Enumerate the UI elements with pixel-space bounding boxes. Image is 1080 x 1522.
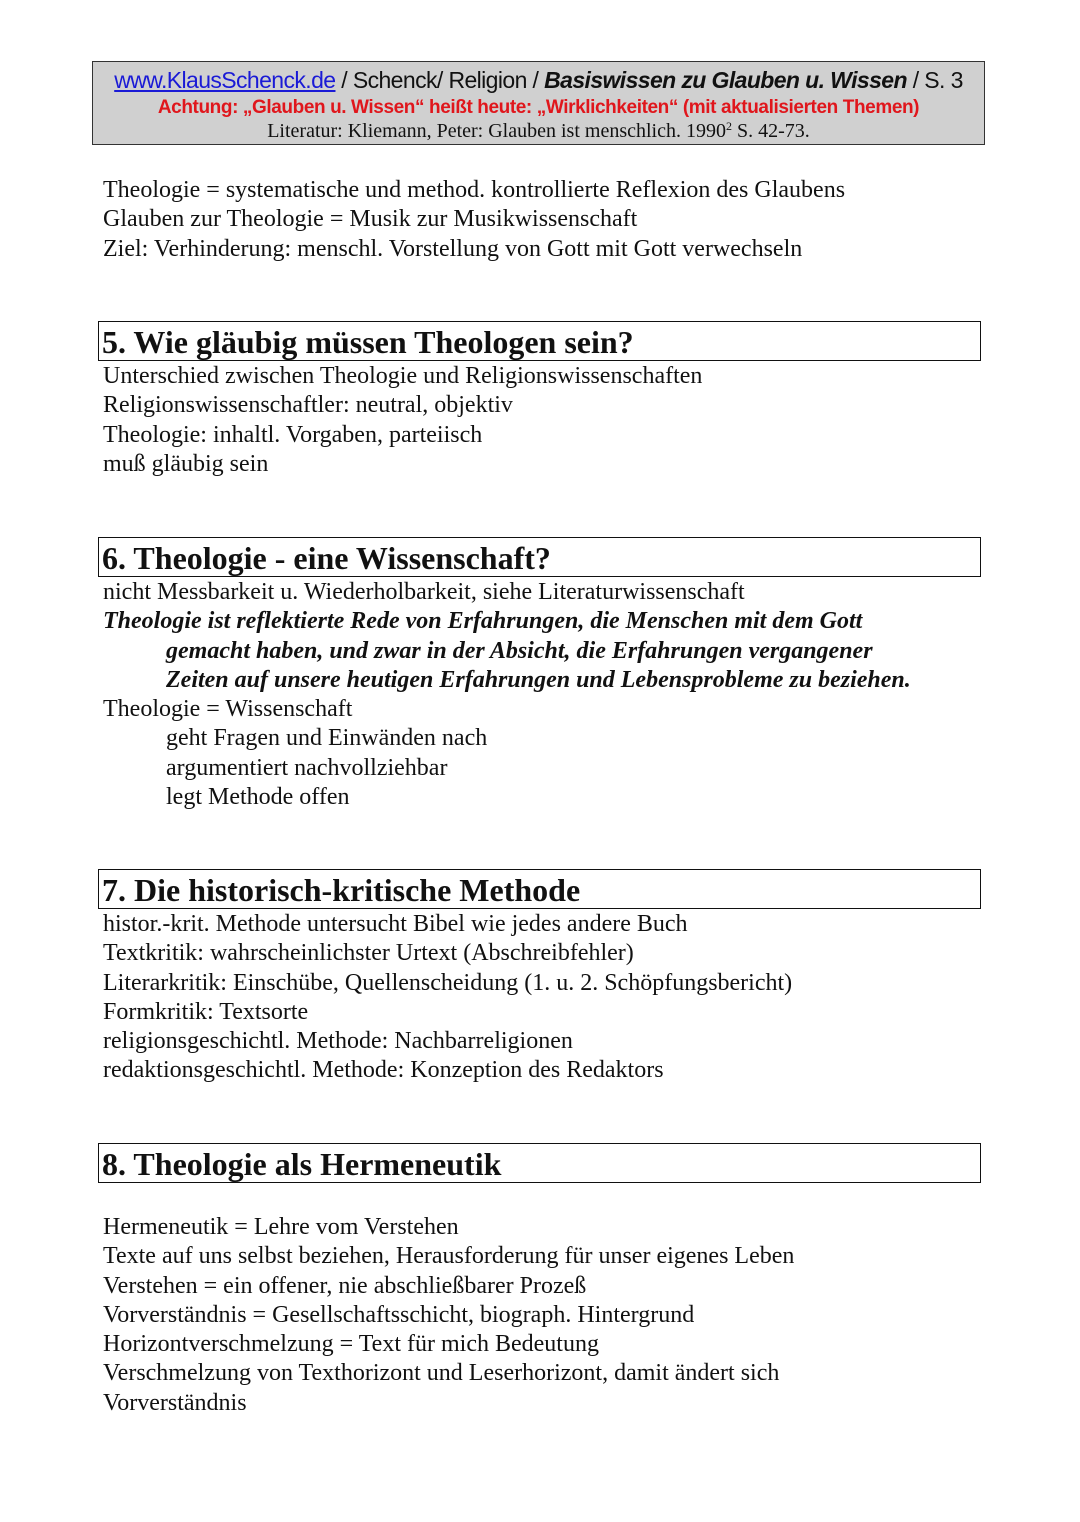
page-label: / S. 3 — [906, 67, 963, 93]
section-line: Vorverständnis — [103, 1389, 247, 1416]
literature-pages: S. 42-73. — [731, 120, 810, 142]
section-line: Texte auf uns selbst beziehen, Herausforderung für unser eigenes Leben — [103, 1243, 795, 1270]
section-line: Literarkritik: Einschübe, Quellenscheidung (1. u. 2. Schöpfungsbericht) — [103, 969, 793, 996]
section-title: 5. Wie gläubig müssen Theologen sein? — [102, 324, 634, 360]
section-line: Theologie: inhaltl. Vorgaben, parteiisch — [103, 421, 483, 448]
section-title: 6. Theologie - eine Wissenschaft? — [102, 540, 551, 576]
section-line: Religionswissenschaftler: neutral, objektiv — [103, 392, 513, 419]
section-line: Formkritik: Textsorte — [103, 998, 309, 1025]
section-line: Hermeneutik = Lehre vom Verstehen — [103, 1214, 459, 1240]
site-link[interactable]: www.KlausSchenck.de — [114, 67, 336, 93]
section-line: nicht Messbarkeit u. Wiederholbarkeit, siehe Literaturwissenschaft — [103, 579, 745, 605]
section-heading-box — [98, 537, 981, 577]
header-title-line — [93, 67, 984, 94]
section-line: Horizontverschmelzung = Text für mich Bedeutung — [103, 1331, 599, 1358]
section-heading-box — [98, 1143, 981, 1183]
literature-edition: 2 — [725, 119, 732, 133]
section-line: religionsgeschichtl. Methode: Nachbarreligionen — [103, 1028, 573, 1055]
section-line: histor.-krit. Methode untersucht Bibel wie jedes andere Buch — [103, 911, 688, 937]
section-line: redaktionsgeschichtl. Methode: Konzeption des Redaktors — [103, 1057, 664, 1084]
section-line: Verschmelzung von Texthorizont und Leserhorizont, damit ändert sich — [103, 1360, 780, 1387]
intro-block — [103, 176, 845, 264]
header-notice: Achtung: „Glauben u. Wissen“ heißt heute: „Wirklichkeiten“ (mit aktualisierten Themen) — [157, 97, 920, 118]
page-header — [92, 61, 985, 145]
definition-line: Zeiten auf unsere heutigen Erfahrungen und Lebensprobleme zu beziehen. — [166, 666, 911, 693]
section-line: Theologie = Wissenschaft — [103, 696, 353, 723]
header-path: / Schenck/ Religion / — [335, 67, 545, 93]
section-title: 7. Die historisch-kritische Methode — [102, 872, 581, 908]
section-title: 8. Theologie als Hermeneutik — [102, 1146, 502, 1182]
section-line: Unterschied zwischen Theologie und Religionswissenschaften — [103, 363, 703, 389]
section-body — [103, 578, 911, 812]
section-line: Verstehen = ein offener, nie abschließbarer Prozeß — [103, 1272, 587, 1299]
section-body — [103, 1213, 794, 1418]
definition-line: Theologie ist reflektierte Rede von Erfahrungen, die Menschen mit dem Gott — [103, 608, 863, 635]
section-line: Textkritik: wahrscheinlichster Urtext (Abschreibfehler) — [103, 940, 634, 967]
header-literature — [93, 120, 984, 143]
section-line: geht Fragen und Einwänden nach — [166, 725, 488, 752]
section-line: argumentiert nachvollziehbar — [166, 754, 448, 781]
section-heading-box — [98, 869, 981, 909]
section-body — [103, 362, 702, 479]
intro-line: Theologie = systematische und method. kontrollierte Reflexion des Glaubens — [103, 177, 846, 203]
course-title: Basiswissen zu Glauben u. Wissen — [544, 67, 907, 93]
section-line: Vorverständnis = Gesellschaftsschicht, biograph. Hintergrund — [103, 1301, 695, 1328]
section-line: muß gläubig sein — [103, 450, 269, 477]
literature-text: Literatur: Kliemann, Peter: Glauben ist menschlich. 1990 — [267, 120, 726, 142]
intro-line: Ziel: Verhinderung: menschl. Vorstellung von Gott mit Gott verwechseln — [103, 235, 803, 262]
section-heading-box — [98, 321, 981, 361]
section-body — [103, 910, 792, 1086]
section-line: legt Methode offen — [166, 784, 350, 811]
definition-line: gemacht haben, und zwar in der Absicht, die Erfahrungen vergangener — [166, 637, 873, 664]
intro-line: Glauben zur Theologie = Musik zur Musikwissenschaft — [103, 206, 638, 233]
